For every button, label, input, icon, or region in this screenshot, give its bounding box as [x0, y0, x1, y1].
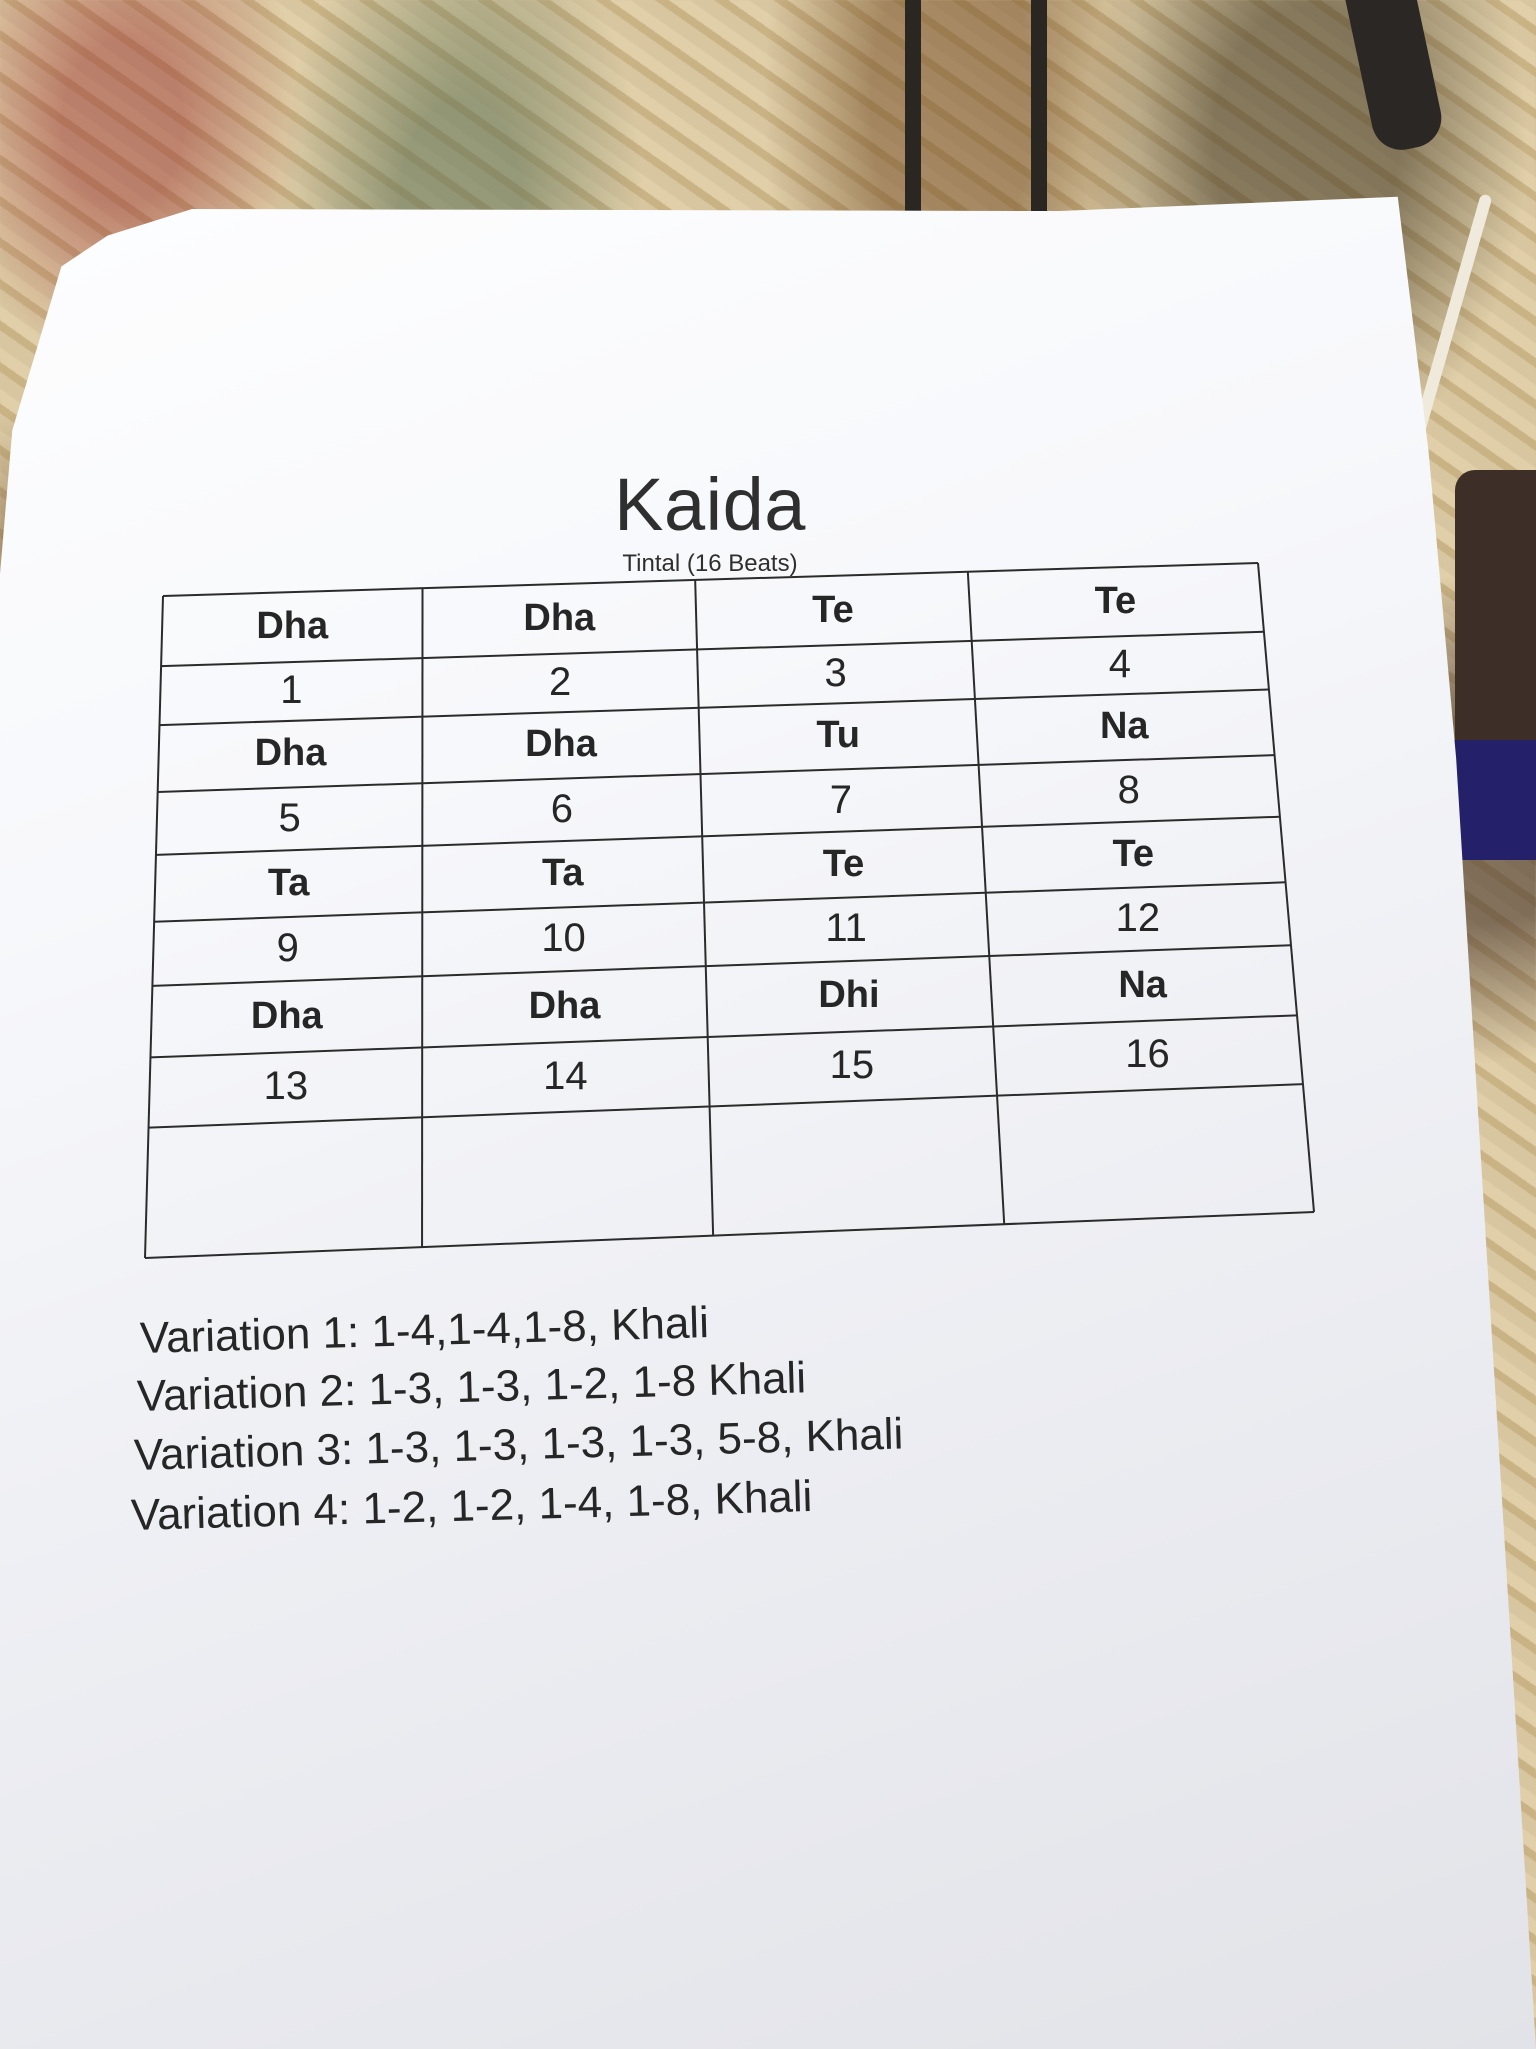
beat-number-cell: 9: [276, 926, 299, 971]
beat-number-cell: 6: [550, 786, 573, 831]
table-column-line: [145, 596, 163, 1258]
beat-number-cell: 2: [549, 659, 572, 704]
variation-line: Variation 1: 1-4,1-4,1-8, Khali: [139, 1298, 710, 1363]
table-row-line: [145, 1212, 1314, 1258]
bol-cell: Na: [1099, 705, 1149, 748]
page-subtitle: Tintal (16 Beats): [622, 550, 798, 577]
bol-cell: Te: [812, 588, 854, 631]
bol-cell: Dhi: [818, 974, 880, 1017]
variation-line: Variation 3: 1-3, 1-3, 1-3, 1-3, 5-8, Khali: [133, 1409, 904, 1480]
beat-number-cell: 16: [1125, 1032, 1170, 1077]
bol-cell: Dha: [254, 732, 327, 775]
bol-cell: Te: [1112, 832, 1155, 875]
beat-number-cell: 13: [263, 1064, 309, 1109]
beat-number-cell: 1: [280, 668, 303, 713]
bol-cell: Na: [1118, 963, 1167, 1006]
beat-number-cell: 7: [829, 777, 852, 822]
beat-number-cell: 14: [543, 1054, 588, 1099]
beat-number-cell: 5: [278, 795, 301, 840]
bol-cell: Ta: [267, 861, 310, 904]
beat-number-cell: 10: [541, 916, 586, 961]
beat-number-cell: 8: [1117, 767, 1140, 812]
table-column-line: [1258, 563, 1314, 1212]
bol-cell: Ta: [541, 852, 584, 895]
page-title: Kaida: [614, 463, 806, 546]
bol-cell: Dha: [250, 994, 323, 1037]
beat-number-cell: 11: [825, 906, 867, 951]
bol-cell: Te: [822, 842, 865, 885]
bol-cell: Te: [1094, 579, 1137, 622]
beat-number-cell: 12: [1115, 896, 1161, 941]
bol-cell: Dha: [256, 605, 329, 648]
bol-cell: Dha: [525, 723, 597, 766]
beat-number-cell: 3: [824, 651, 847, 696]
variation-line: Variation 4: 1-2, 1-2, 1-4, 1-8, Khali: [130, 1471, 813, 1540]
variation-line: Variation 2: 1-3, 1-3, 1-2, 1-8 Khali: [136, 1353, 807, 1421]
bol-cell: Dha: [523, 596, 596, 639]
table-column-line: [968, 572, 1004, 1224]
beat-number-cell: 15: [829, 1043, 875, 1088]
bol-cell: Dha: [528, 984, 601, 1027]
table-column-line: [695, 580, 713, 1236]
bol-cell: Tu: [816, 714, 860, 757]
beat-number-cell: 4: [1108, 642, 1131, 687]
